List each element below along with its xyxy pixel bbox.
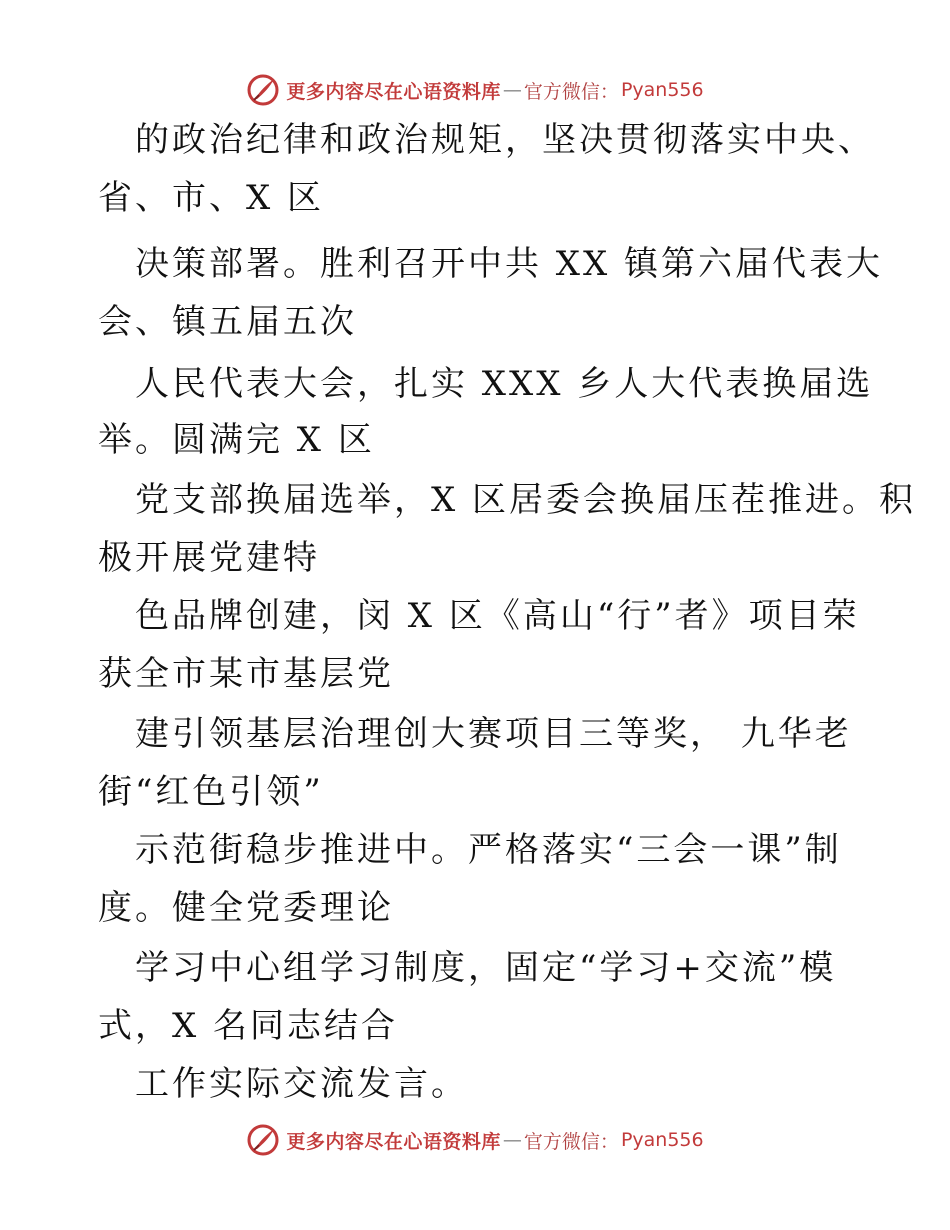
quill-pen-logo-icon bbox=[246, 73, 280, 107]
body-line: 省、市、X 区 bbox=[98, 178, 325, 218]
body-line: 色品牌创建，闵 X 区《高山“行”者》项目荣 bbox=[135, 596, 860, 636]
watermark-wechat-label: 官方微信： bbox=[523, 80, 619, 103]
watermark-separator: — bbox=[502, 1129, 522, 1151]
quill-pen-logo-icon bbox=[246, 1123, 280, 1157]
body-line: 举。圆满完 X 区 bbox=[98, 420, 375, 460]
watermark-main-text: 更多内容尽在心语资料库 bbox=[286, 80, 501, 103]
watermark-separator: — bbox=[502, 79, 522, 101]
body-line: 党支部换届选举，X 区居委会换届压茬推进。积 bbox=[135, 480, 917, 520]
body-line: 学习中心组学习制度，固定“学习+交流”模 bbox=[135, 948, 837, 988]
body-line: 街“红色引领” bbox=[98, 772, 324, 812]
body-line: 极开展党建特 bbox=[98, 538, 320, 578]
watermark-main-text: 更多内容尽在心语资料库 bbox=[286, 1130, 501, 1153]
body-line: 会、镇五届五次 bbox=[98, 302, 357, 342]
body-line: 决策部署。胜利召开中共 XX 镇第六届代表大 bbox=[135, 244, 884, 284]
footer-watermark bbox=[0, 1120, 950, 1160]
body-line: 建引领基层治理创大赛项目三等奖， 九华老 bbox=[135, 714, 852, 754]
watermark-wechat-id: Pyan556 bbox=[620, 1129, 704, 1151]
watermark-wechat-id: Pyan556 bbox=[620, 79, 704, 101]
header-watermark bbox=[0, 70, 950, 110]
body-line: 工作实际交流发言。 bbox=[135, 1064, 468, 1104]
body-line: 式，X 名同志结合 bbox=[98, 1006, 399, 1046]
body-line: 度。健全党委理论 bbox=[98, 888, 394, 928]
body-line: 人民代表大会，扎实 XXX 乡人大代表换届选 bbox=[135, 364, 874, 404]
watermark-wechat-label: 官方微信： bbox=[523, 1130, 619, 1153]
body-line: 获全市某市基层党 bbox=[98, 654, 394, 694]
body-line: 的政治纪律和政治规矩，坚决贯彻落实中央、 bbox=[135, 120, 875, 160]
body-line: 示范街稳步推进中。严格落实“三会一课”制 bbox=[135, 830, 842, 870]
